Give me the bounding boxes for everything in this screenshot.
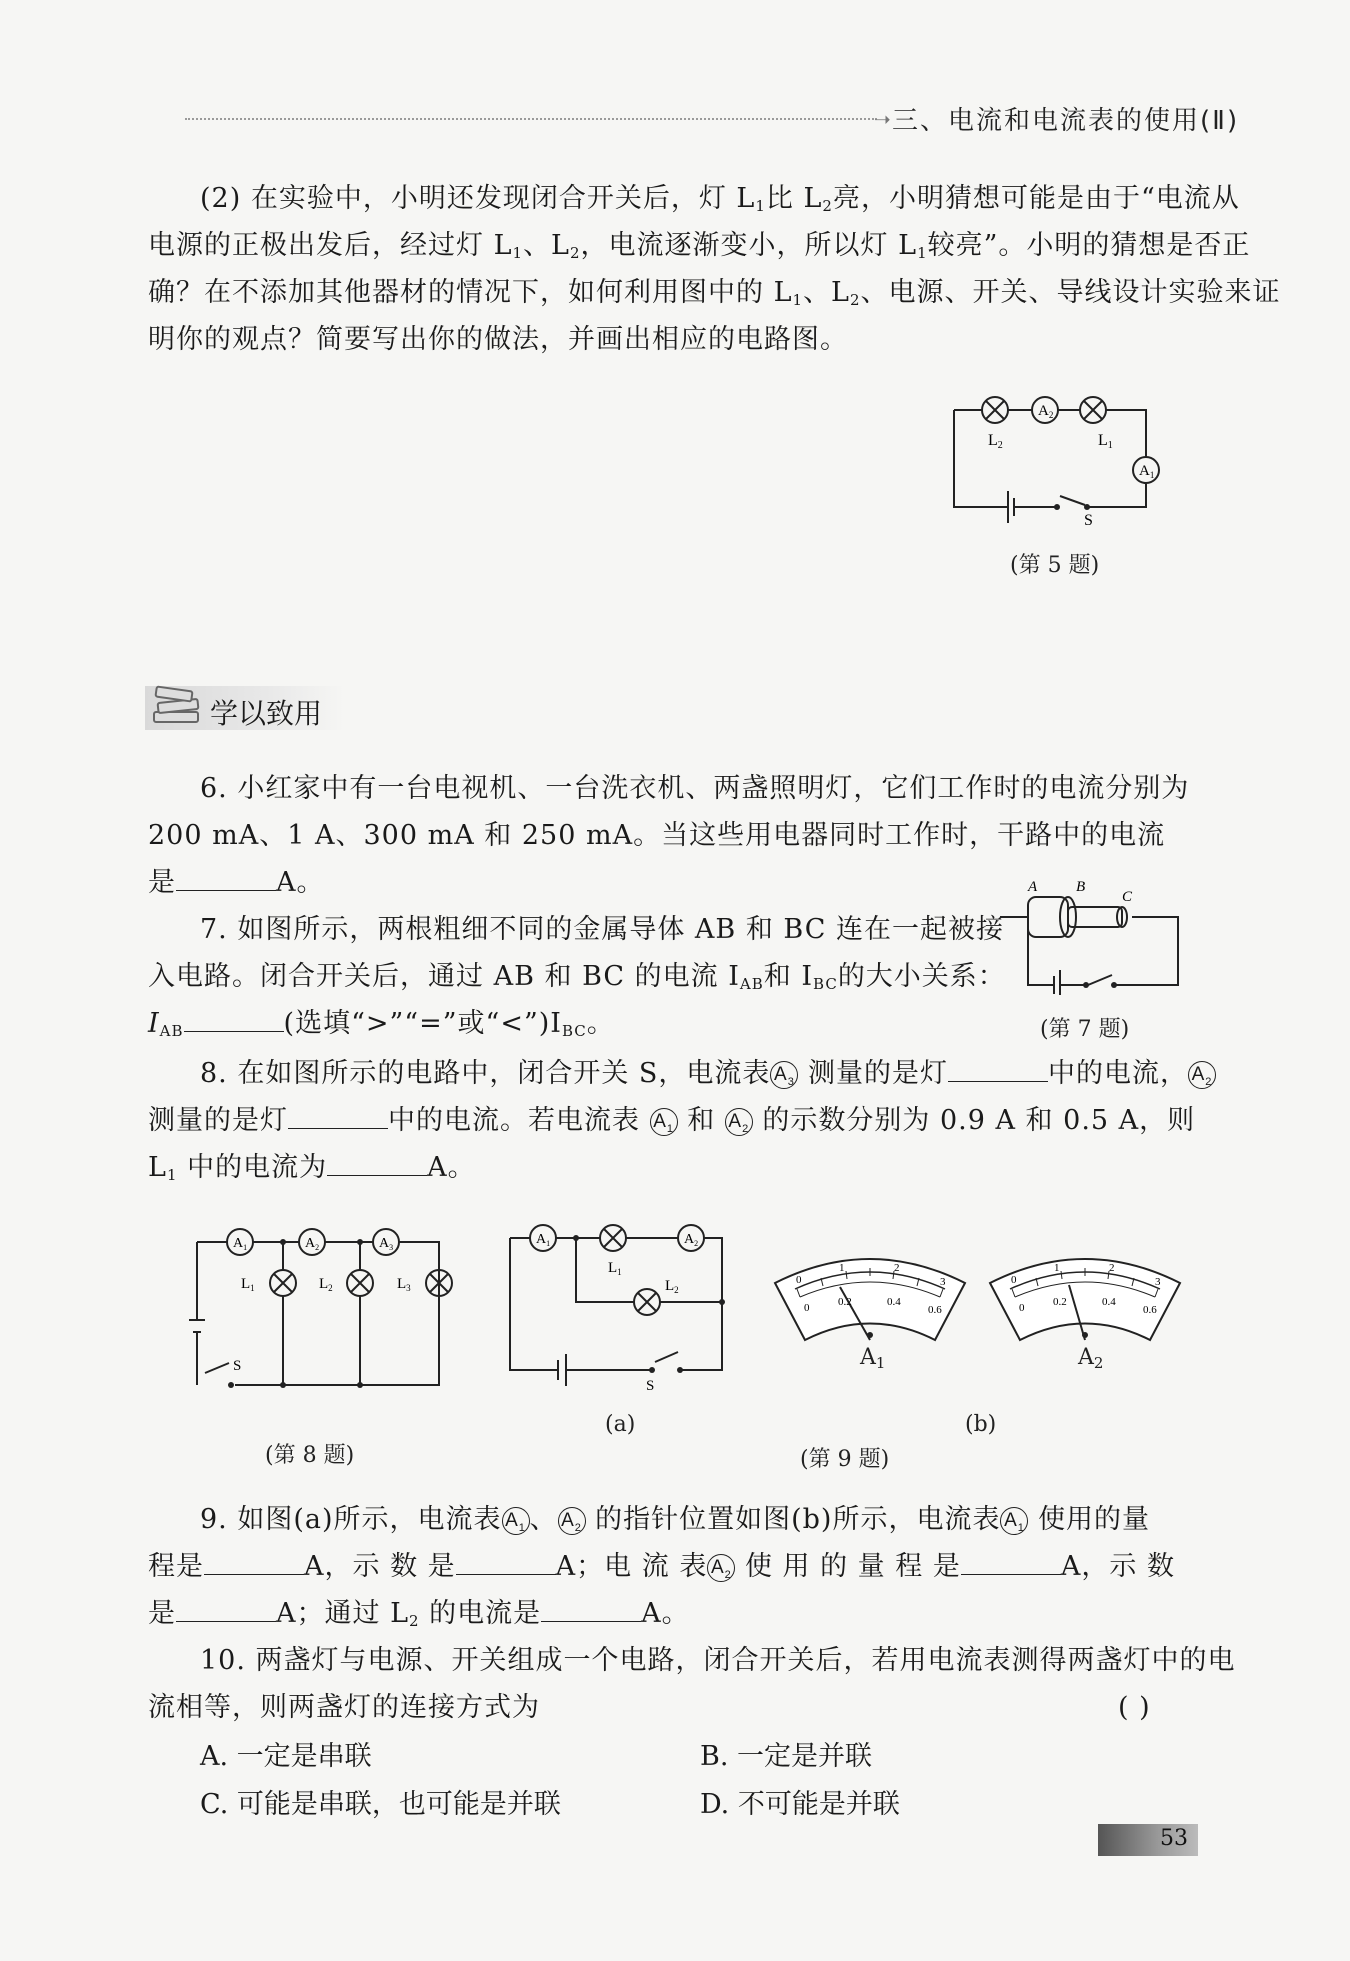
q10-option-d[interactable]: D. 不可能是并联 xyxy=(700,1789,900,1820)
q9-line-1: 9. 如图(a)所示，电流表 $A_1$ 、 $A_2$ 的指针位置如图(b)所示，电流表 $A_1$ 使用的量 xyxy=(200,1504,1151,1535)
svg-text:S: S xyxy=(233,1358,242,1374)
q7-label-b: B xyxy=(1076,879,1086,895)
q10-option-a[interactable]: A. 一定是串联 xyxy=(200,1741,372,1772)
q9-caption-a: (a) xyxy=(605,1412,636,1437)
q9a-circuit-diagram xyxy=(500,1220,740,1400)
q10-line-2: 流相等，则两盏灯的连接方式为 xyxy=(148,1692,540,1723)
q7-line-2: 入电路。闭合开关后，通过 AB 和 BC 的电流 $I_{AB}$和 $I_{BC}$的大小关系： xyxy=(148,961,1006,993)
q9-meter-label-a1: $A_1$ xyxy=(860,1345,886,1372)
q7-line-1: 7. 如图所示，两根粗细不同的金属导体 AB 和 BC 连在一起被接 xyxy=(200,914,1005,945)
q8-line-1: 8. 在如图所示的电路中，闭合开关 S，电流表 $A_3$ 测量的是灯 中的电流， $A_2$ xyxy=(200,1050,1216,1097)
ammeter-a1-dial xyxy=(775,1259,965,1340)
q9-blank-5[interactable] xyxy=(541,1599,641,1622)
q5-line-3: 确？在不添加其他器材的情况下，如何利用图中的 $L_1$、$L_2$、电源、开关、导线设计实验来证 xyxy=(148,277,1281,309)
svg-text:0: 0 xyxy=(1019,1302,1025,1314)
svg-text:0: 0 xyxy=(1011,1274,1017,1286)
q9-line-2: 程是 A，示 数 是 A；电 流 表 $A_2$ 使 用 的 量 程 是 A，示 数 xyxy=(148,1551,1175,1582)
q10-answer-paren[interactable]: ( ) xyxy=(1118,1692,1151,1723)
q8-line-2: 测量的是灯 中的电流。若电流表 $A_1$ 和 $A_2$ 的示数分别为 0.9 A 和 0.5 A，则 xyxy=(148,1105,1196,1136)
svg-text:L1: $L_1$ xyxy=(608,1260,622,1277)
q5-line-4: 明你的观点？简要写出你的做法，并画出相应的电路图。 xyxy=(148,324,848,355)
svg-text:0.6: 0.6 xyxy=(928,1304,942,1316)
q5-line-1: (2) 在实验中，小明还发现闭合开关后，灯 $L_1$比 $L_2$亮，小明猜想可能是由于“电流从 xyxy=(200,183,1240,215)
q7-line-3: $I_{AB}$ (选填“>”“=”或“$<”)I_{BC}$。 xyxy=(148,1008,615,1040)
svg-text:2: 2 xyxy=(894,1262,900,1274)
q5-label-a1: $A_1$ xyxy=(1139,463,1155,480)
q7-label-c: C xyxy=(1122,889,1133,905)
q5-caption: (第 5 题) xyxy=(1010,553,1100,578)
q9-caption-b: (b) xyxy=(965,1412,997,1437)
svg-text:A2: $A_2$ xyxy=(684,1232,699,1248)
q5-label-s: S xyxy=(1084,512,1093,529)
svg-text:S: S xyxy=(646,1378,655,1394)
header-arrow-icon: ➝ xyxy=(874,107,891,131)
q8-caption: (第 8 题) xyxy=(265,1443,355,1468)
q8-blank-2[interactable] xyxy=(288,1106,388,1129)
svg-text:L2: $L_2$ xyxy=(319,1276,333,1293)
q5-label-l1: L1 xyxy=(1098,432,1113,451)
svg-text:0: 0 xyxy=(804,1302,810,1314)
q6-line-1: 6. 小红家中有一台电视机、一台洗衣机、两盏照明灯，它们工作时的电流分别为 xyxy=(200,773,1190,804)
q9-caption: (第 9 题) xyxy=(800,1447,890,1472)
svg-text:3: 3 xyxy=(1155,1276,1161,1288)
q9-blank-4[interactable] xyxy=(176,1599,276,1622)
svg-text:1: 1 xyxy=(839,1262,845,1274)
q9-meter-label-a2: $A_2$ xyxy=(1078,1345,1104,1372)
svg-text:0.2: 0.2 xyxy=(1053,1296,1067,1308)
q8-circuit-diagram xyxy=(185,1220,465,1410)
svg-text:1: 1 xyxy=(1054,1262,1060,1274)
q5-line-2: 电源的正极出发后，经过灯 $L_1$、$L_2$，电流逐渐变小，所以灯 $L_1$较亮”。小明的猜想是否正 xyxy=(148,230,1251,262)
svg-text:2: 2 xyxy=(1109,1262,1115,1274)
q6-line-2: 200 mA、1 A、300 mA 和 250 mA。当这些用电器同时工作时，干路中的电流 xyxy=(148,820,1166,851)
ammeter-a2-dial xyxy=(990,1259,1180,1340)
q5-circuit-diagram xyxy=(940,385,1180,535)
q10-option-c[interactable]: C. 可能是串联，也可能是并联 xyxy=(200,1789,561,1820)
q7-circuit-diagram xyxy=(990,875,1190,995)
q10-option-b[interactable]: B. 一定是并联 xyxy=(700,1741,873,1772)
svg-text:0.4: 0.4 xyxy=(1102,1296,1116,1308)
q5-label-a2: $A_2$ xyxy=(1038,403,1054,420)
svg-text:0.4: 0.4 xyxy=(887,1296,901,1308)
svg-text:L2: $L_2$ xyxy=(665,1278,679,1295)
q7-caption: (第 7 题) xyxy=(1040,1017,1130,1042)
svg-text:0.2: 0.2 xyxy=(838,1296,852,1308)
svg-text:0: 0 xyxy=(796,1274,802,1286)
chapter-title: 三、电流和电流表的使用(Ⅱ) xyxy=(892,106,1240,136)
books-icon xyxy=(148,682,206,732)
q5-label-l2: L2 xyxy=(988,432,1003,451)
section-title: 学以致用 xyxy=(210,697,323,730)
svg-text:A1: $A_1$ xyxy=(233,1236,248,1252)
svg-text:A1: $A_1$ xyxy=(536,1232,551,1248)
q6-answer-blank[interactable] xyxy=(176,868,276,891)
header-rule xyxy=(185,118,877,120)
q6-line-3: 是 A。 xyxy=(148,867,325,898)
q7-label-a: A xyxy=(1028,879,1038,895)
svg-text:0.6: 0.6 xyxy=(1143,1304,1157,1316)
q9-blank-1[interactable] xyxy=(204,1552,304,1575)
q9b-ammeter-dials xyxy=(770,1245,1190,1365)
q8-line-3: $L_1$ 中的电流为 A。 xyxy=(148,1152,476,1184)
svg-text:A2: $A_2$ xyxy=(305,1236,320,1252)
q9-line-3: 是 A；通过 $L_2$ 的电流是 A。 xyxy=(148,1598,690,1630)
q8-blank-3[interactable] xyxy=(327,1153,427,1176)
q8-blank-1[interactable] xyxy=(948,1059,1048,1082)
page-number: 53 xyxy=(1160,1826,1188,1851)
q9-blank-2[interactable] xyxy=(456,1552,556,1575)
q10-line-1: 10. 两盏灯与电源、开关组成一个电路，闭合开关后，若用电流表测得两盏灯中的电 xyxy=(200,1645,1236,1676)
q9-blank-3[interactable] xyxy=(961,1552,1061,1575)
svg-text:3: 3 xyxy=(940,1276,946,1288)
q7-answer-blank[interactable] xyxy=(184,1009,284,1032)
svg-text:A3: $A_3$ xyxy=(379,1236,394,1252)
svg-text:L3: $L_3$ xyxy=(397,1276,411,1293)
svg-text:L1: $L_1$ xyxy=(241,1276,255,1293)
